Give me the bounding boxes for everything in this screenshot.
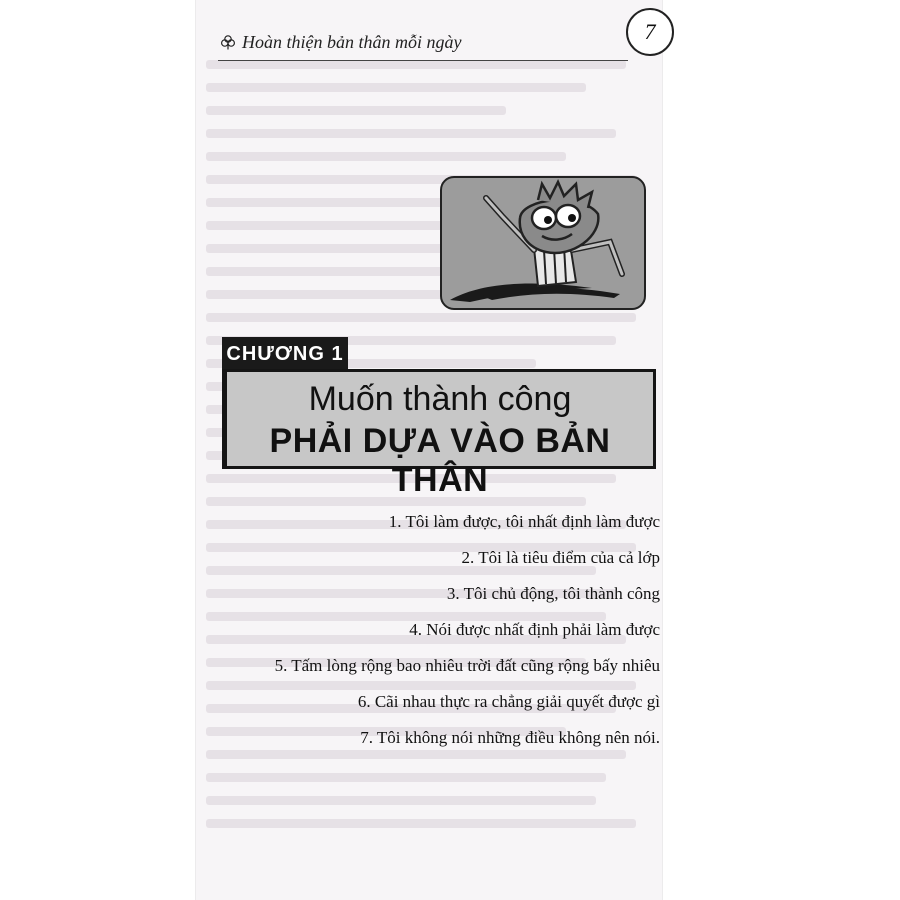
chapter-title-line1: Muốn thành công — [308, 380, 572, 418]
contents-item: 4. Nói được nhất định phải làm được — [409, 620, 660, 639]
chapter-illustration — [440, 176, 646, 310]
chapter-contents-list — [230, 511, 660, 763]
chapter-title-band — [222, 369, 656, 499]
chapter-title-line2: PHẢI DỰA VÀO BẢN THÂN — [269, 422, 611, 499]
header-rule — [218, 60, 628, 61]
running-header — [214, 18, 674, 62]
contents-item: 7. Tôi không nói những điều không nên nói. — [360, 728, 660, 747]
contents-item: 3. Tôi chủ động, tôi thành công — [446, 584, 660, 603]
running-title: Hoàn thiện bản thân mỗi ngày — [242, 32, 462, 52]
chapter-label: CHƯƠNG 1 — [222, 337, 348, 371]
page-number: 7 — [626, 8, 674, 56]
contents-item: 5. Tấm lòng rộng bao nhiêu trời đất cũng rộng bấy nhiêu — [274, 656, 660, 675]
cartoon-character-icon — [442, 178, 644, 308]
clover-icon — [220, 34, 236, 50]
contents-item: 1. Tôi làm được, tôi nhất định làm được — [388, 512, 660, 531]
contents-item: 2. Tôi là tiêu điểm của cả lớp — [461, 548, 660, 567]
contents-item: 6. Cãi nhau thực ra chẳng giải quyết được gì — [357, 692, 660, 711]
